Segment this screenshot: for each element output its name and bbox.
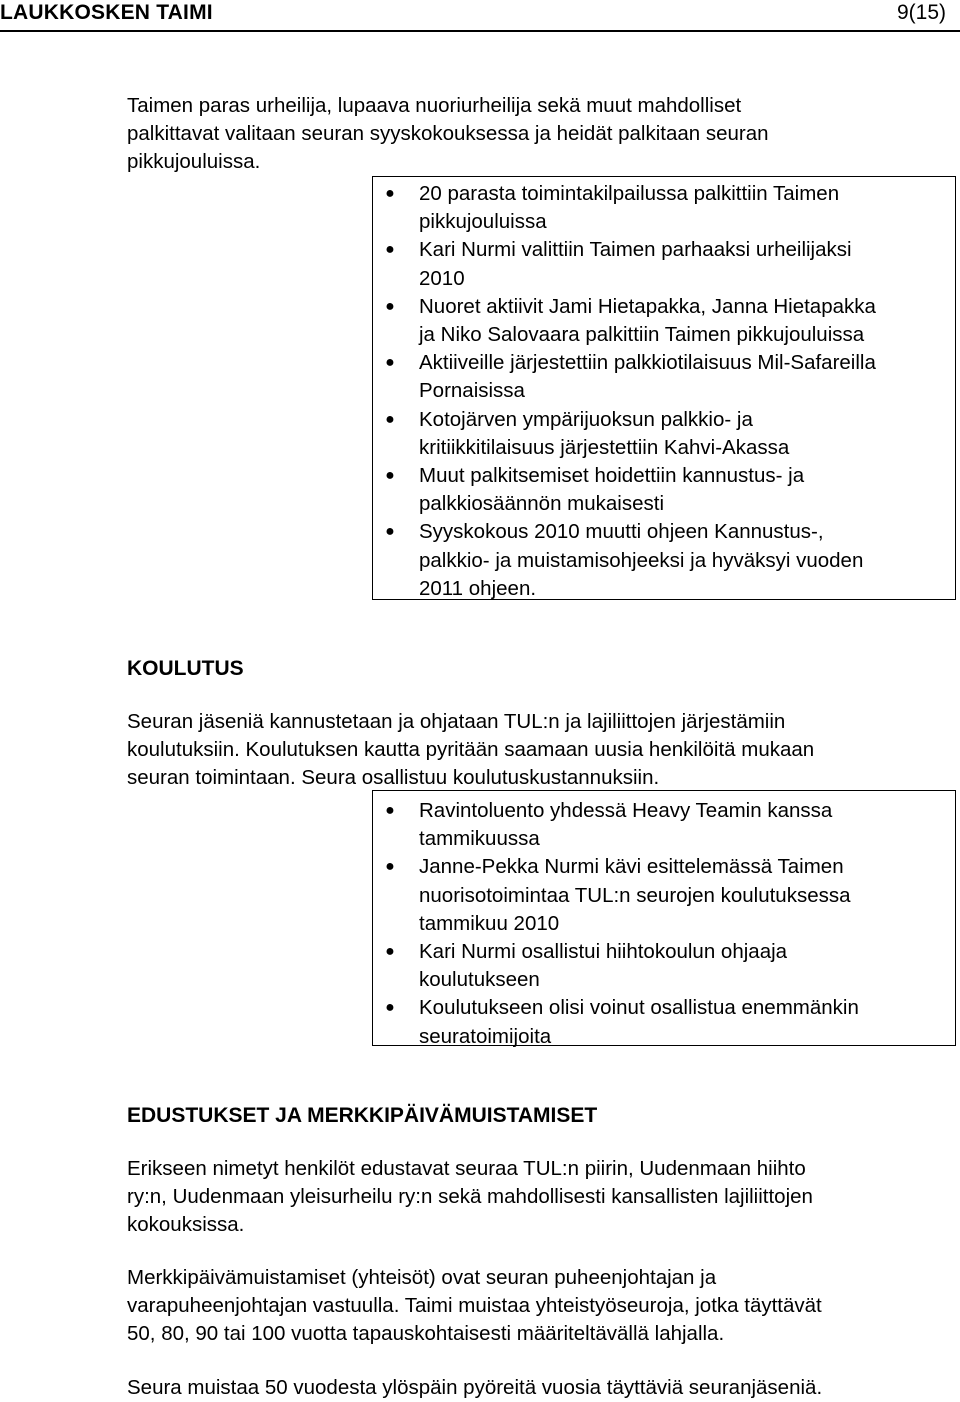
- page-number: 9(15): [896, 1, 946, 24]
- bullet-icon: ●: [385, 241, 395, 259]
- bullet-icon: ●: [385, 802, 395, 819]
- bullet-icon: ●: [385, 297, 395, 315]
- list-item: ● Kari Nurmi osallistui hiihtokoulun ohjaaja koulutukseen: [385, 940, 788, 992]
- list-item: ● Ravintoluento yhdessä Heavy Teamin kanssa tammikuussa: [385, 799, 833, 851]
- bullet-icon: ●: [385, 467, 395, 485]
- awards-list: [373, 180, 955, 603]
- bullet-icon: ●: [385, 943, 395, 961]
- list-item: ● Muut palkitsemiset hoidettiin kannustus- ja palkkiosäännön mukaisesti: [385, 464, 805, 516]
- koulutus-paragraph: Seuran jäseniä kannustetaan ja ohjataan TUL:n ja lajiliittojen järjestämiin koulutuksiin. Koulutuksen kautta pyritään saamaan uusia henkilöitä mukaan seuran toimintaan. Seura osallistuu koulutuskustannuksiin.: [127, 710, 815, 790]
- list-item: ● Syyskokous 2010 muutti ohjeen Kannustus-, palkkio- ja muistamisohjeeksi ja hyväksyi vuoden 2011 ohjeen.: [385, 520, 864, 600]
- training-box: [372, 790, 956, 1046]
- awards-box: [372, 176, 956, 600]
- training-list: [373, 797, 955, 1051]
- list-item: ● Janne-Pekka Nurmi kävi esittelemässä Taimen nuorisotoimintaa TUL:n seurojen koulutuksessa tammikuu 2010: [385, 855, 851, 935]
- page-header: [0, 0, 960, 32]
- list-item: ● Aktiiveille järjestettiin palkkiotilaisuus Mil-Safareilla Pornaisissa: [385, 351, 876, 403]
- list-item: ● Nuoret aktiivit Jami Hietapakka, Janna Hietapakka ja Niko Salovaara palkittiin Taimen pikkujouluissa: [385, 294, 876, 347]
- bullet-icon: ●: [385, 523, 395, 541]
- list-item: ● Kotojärven ympärijuoksun palkkio- ja kritiikkitilaisuus järjestettiin Kahvi-Akassa: [385, 407, 790, 459]
- list-item: ● Koulutukseen olisi voinut osallistua enemmänkin seuratoimijoita: [385, 996, 859, 1048]
- list-item: ● 20 parasta toimintakilpailussa palkittiin Taimen pikkujouluissa: [385, 182, 840, 234]
- bullet-icon: ●: [385, 185, 395, 202]
- section-heading-koulutus: KOULUTUS: [127, 657, 244, 680]
- edustukset-paragraph-2: Merkkipäivämuistamiset (yhteisöt) ovat seuran puheenjohtajan ja varapuheenjohtajan vastuulla. Taimi muistaa yhteistyöseuroja, jotka täyttävät 50, 80, 90 tai 100 vuotta tapauskohtaisesti määriteltävällä lahjalla.: [127, 1266, 822, 1346]
- intro-paragraph: Taimen paras urheilija, lupaava nuoriurheilija sekä muut mahdolliset palkittavat valitaan seuran syyskokouksessa ja heidät palkitaan seuran pikkujouluissa.: [127, 94, 769, 174]
- bullet-icon: ●: [385, 410, 395, 428]
- section-heading-edustukset: EDUSTUKSET JA MERKKIPÄIVÄMUISTAMISET: [127, 1104, 598, 1127]
- bullet-icon: ●: [385, 354, 395, 372]
- edustukset-paragraph-1: Erikseen nimetyt henkilöt edustavat seuraa TUL:n piirin, Uudenmaan hiihto ry:n, Uudenmaan yleisurheilu ry:n sekä mahdollisesti kansallisten lajiliittojen kokouksissa.: [127, 1157, 813, 1237]
- list-item: ● Kari Nurmi valittiin Taimen parhaaksi urheilijaksi 2010: [385, 238, 852, 290]
- bullet-icon: ●: [385, 858, 395, 876]
- edustukset-paragraph-3: Seura muistaa 50 vuodesta ylöspäin pyöreitä vuosia täyttäviä seuranjäseniä.: [127, 1376, 823, 1399]
- bullet-icon: ●: [385, 999, 395, 1017]
- document-title: LAUKKOSKEN TAIMI: [0, 1, 213, 24]
